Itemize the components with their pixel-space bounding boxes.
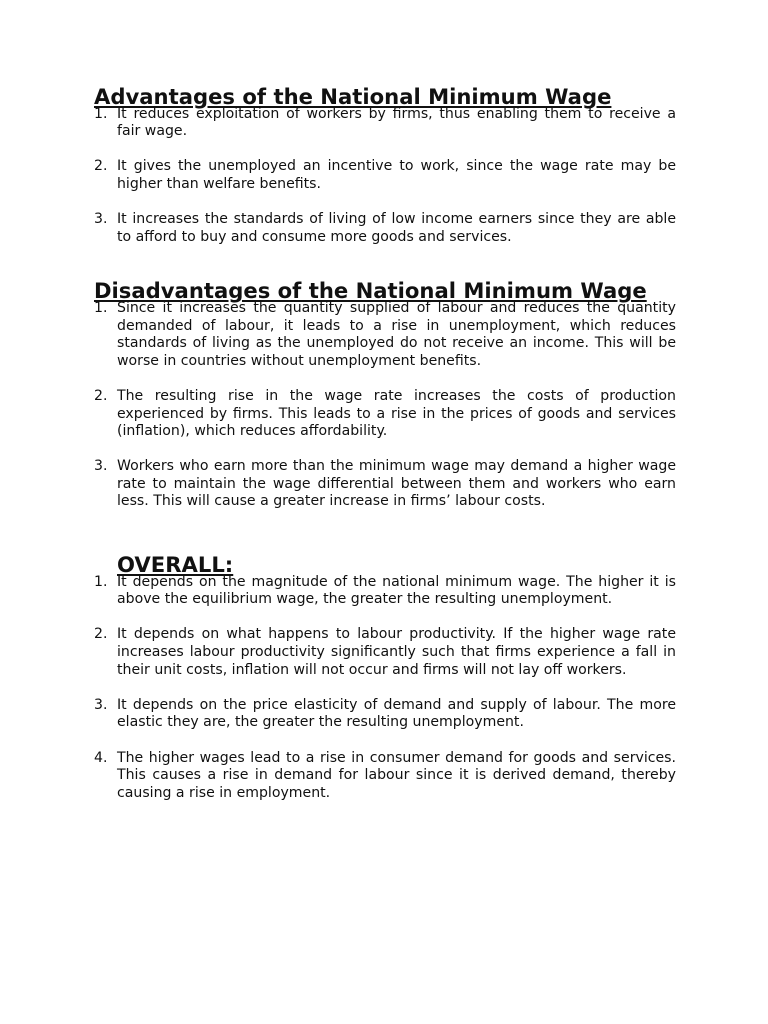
item-text: It depends on the magnitude of the national minimum wage. The higher it is above the equilibrium wage, the greater the resulting unemployment. xyxy=(117,573,676,608)
disadvantages-list xyxy=(94,300,676,511)
advantages-heading: Advantages of the National Minimum Wage xyxy=(94,84,612,109)
overall-heading: OVERALL: xyxy=(117,552,234,578)
item-number: 3. xyxy=(94,211,108,228)
list-item xyxy=(94,574,676,609)
list-item xyxy=(94,158,676,193)
item-number: 2. xyxy=(94,387,108,404)
item-text: It increases the standards of living of low income earners since they are able to afford to buy and consume more goods and services. xyxy=(117,211,676,245)
item-number: 2. xyxy=(94,158,108,175)
item-text: The resulting rise in the wage rate increases the costs of production experienced by firms. This leads to a rise in the prices of goods and services (inflation), which reduces affordability. xyxy=(117,387,676,440)
item-number: 3. xyxy=(94,458,108,475)
item-text: Since it increases the quantity supplied of labour and reduces the quantity demanded of labour, it leads to a rise in unemployment, which reduces standards of living as the unemployed do not receive an income. This will be worse in countries without unemployment benefits. xyxy=(117,299,676,369)
list-item xyxy=(94,697,676,732)
list-item xyxy=(94,626,676,679)
item-text: The higher wages lead to a rise in consumer demand for goods and services. This causes a rise in demand for labour since it is derived demand, thereby causing a rise in employment. xyxy=(117,749,676,801)
item-number: 1. xyxy=(94,105,108,122)
item-text: It gives the unemployed an incentive to work, since the wage rate may be higher than welfare benefits. xyxy=(117,158,676,192)
item-text: It depends on the price elasticity of demand and supply of labour. The more elastic they are, the greater the resulting unemployment. xyxy=(117,696,676,731)
list-item xyxy=(94,106,676,141)
list-item xyxy=(94,458,676,511)
item-number: 2. xyxy=(94,626,108,643)
list-item xyxy=(94,388,676,441)
list-item xyxy=(94,750,676,803)
item-number: 1. xyxy=(94,299,108,316)
disadvantages-section xyxy=(94,278,676,511)
item-number: 4. xyxy=(94,749,108,766)
disadvantages-heading: Disadvantages of the National Minimum Wage xyxy=(94,278,647,304)
item-text: It depends on what happens to labour productivity. If the higher wage rate increases labour productivity significantly such that firms experience a fall in their unit costs, inflation will not occur and firms will not lay off workers. xyxy=(117,626,676,678)
item-text: Workers who earn more than the minimum wage may demand a higher wage rate to maintain the wage differential between them and workers who earn less. This will cause a greater increase in firms’ labour costs. xyxy=(117,458,676,510)
overall-section xyxy=(94,552,676,802)
document-page xyxy=(94,84,676,802)
advantages-section xyxy=(94,84,676,246)
item-text: It reduces exploitation of workers by firms, thus enabling them to receive a fair wage. xyxy=(117,105,676,140)
item-number: 3. xyxy=(94,696,108,713)
overall-list xyxy=(94,574,676,803)
item-number: 1. xyxy=(94,573,108,590)
list-item xyxy=(94,300,676,370)
advantages-list xyxy=(94,106,676,247)
list-item xyxy=(94,211,676,246)
